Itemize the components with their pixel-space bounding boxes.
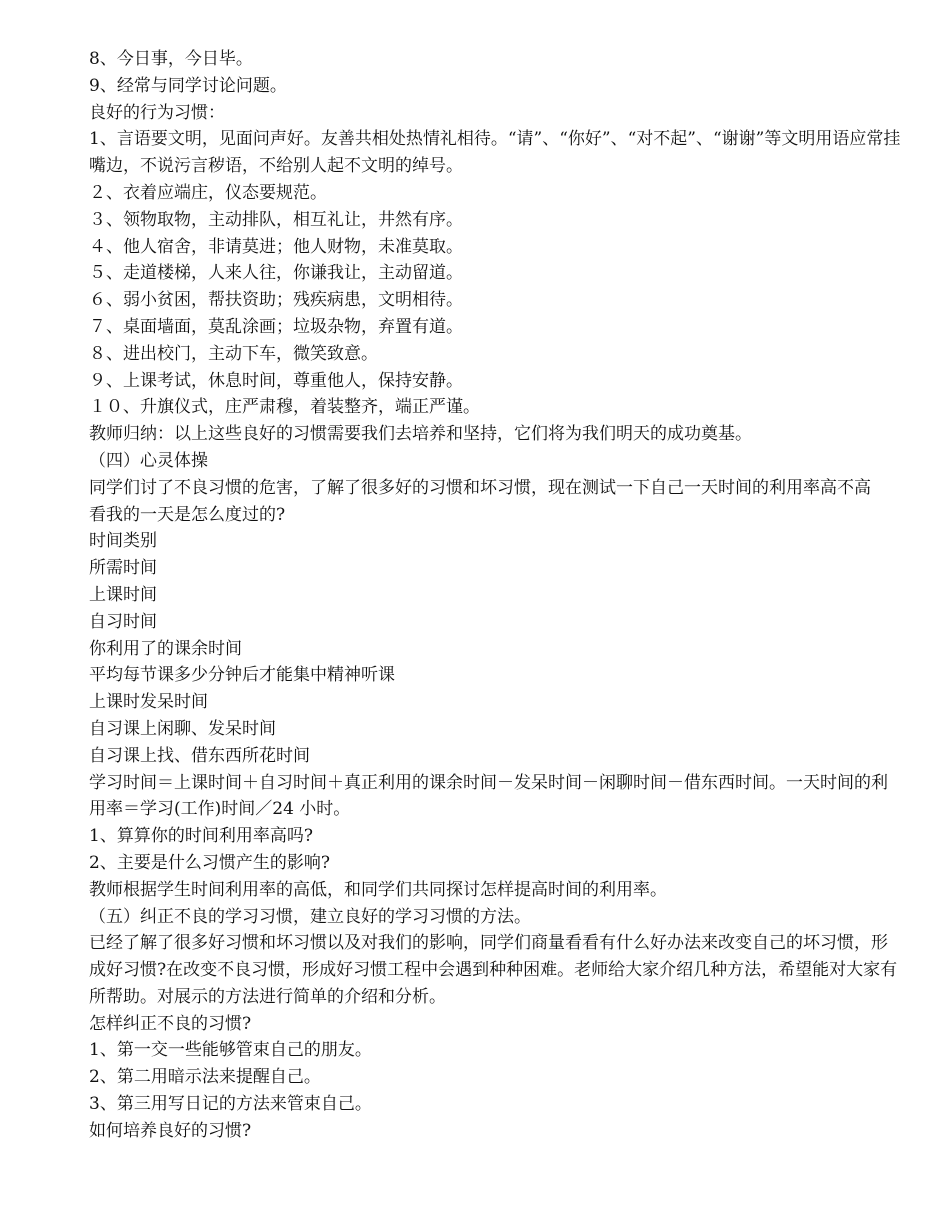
text-line: 怎样纠正不良的习惯?	[89, 1013, 252, 1034]
text-line: 自习课上找、借东西所花时间	[89, 745, 310, 766]
text-line: 你利用了的课余时间	[89, 638, 242, 659]
text-line: 9、经常与同学讨论问题。	[89, 75, 287, 96]
document-page	[89, 46, 904, 1145]
text-paragraph: 学习时间＝上课时间＋自习时间＋真正利用的课余时间－发呆时间－闲聊时间－借东西时间。一天时间的利用率＝学习(工作)时间／24 小时。	[89, 772, 888, 820]
text-line: 如何培养良好的习惯?	[89, 1120, 252, 1141]
text-line: ４、他人宿舍，非请莫进；他人财物，未准莫取。	[89, 236, 463, 257]
text-line: 看我的一天是怎么度过的?	[89, 504, 286, 525]
text-paragraph: 同学们讨了不良习惯的危害，了解了很多好的习惯和坏习惯，现在测试一下自己一天时间的利用率高不高	[89, 477, 871, 498]
text-line: 所需时间	[89, 558, 157, 579]
text-line: 良好的行为习惯：	[89, 102, 225, 123]
text-line: ６、弱小贫困，帮扶资助；残疾病患，文明相待。	[89, 290, 463, 311]
text-line: 1、算算你的时间利用率高吗?	[89, 826, 313, 847]
text-line: 教师根据学生时间利用率的高低，和同学们共同探讨怎样提高时间的利用率。	[89, 879, 667, 900]
text-line: 3、第三用写日记的方法来管束自己。	[89, 1094, 372, 1115]
text-line: （四）心灵体操	[89, 450, 208, 471]
text-line: 教师归纳：以上这些良好的习惯需要我们去培养和坚持，它们将为我们明天的成功奠基。	[89, 424, 752, 445]
text-paragraph: 1、言语要文明，见面问声好。友善共相处热情礼相待。“请”、“你好”、“对不起”、“谢谢”等文明用语应常挂嘴边，不说污言秽语，不给别人起不文明的绰号。	[89, 129, 901, 177]
text-line: 平均每节课多少分钟后才能集中精神听课	[89, 665, 395, 686]
text-line: 自习时间	[89, 611, 157, 632]
text-line: （五）纠正不良的学习习惯，建立良好的学习习惯的方法。	[89, 906, 531, 927]
text-line: 上课时间	[89, 584, 157, 605]
text-line: ７、桌面墙面，莫乱涂画；垃圾杂物，弃置有道。	[89, 316, 463, 337]
text-line: 8、今日事，今日毕。	[89, 49, 253, 69]
text-line: 上课时发呆时间	[89, 692, 208, 713]
text-line: 2、第二用暗示法来提醒自己。	[89, 1067, 321, 1088]
text-line: ３、领物取物，主动排队，相互礼让，井然有序。	[89, 209, 463, 230]
text-line: 2、主要是什么习惯产生的影响?	[89, 852, 330, 873]
text-paragraph: 已经了解了很多好习惯和坏习惯以及对我们的影响，同学们商量看看有什么好办法来改变自己的坏习惯，形成好习惯?在改变不良习惯，形成好习惯工程中会遇到种种困难。老师给大家介绍几种方法，希望能对大家有所帮助。对展示的方法进行简单的介绍和分析。	[89, 933, 898, 1007]
text-line: 时间类别	[89, 531, 157, 552]
text-line: 自习课上闲聊、发呆时间	[89, 718, 276, 739]
text-line: ８、进出校门，主动下车，微笑致意。	[89, 343, 378, 364]
text-line: ９、上课考试，休息时间，尊重他人，保持安静。	[89, 370, 463, 391]
text-line: 1、第一交一些能够管束自己的朋友。	[89, 1040, 372, 1061]
text-line: ２、衣着应端庄，仪态要规范。	[89, 182, 327, 203]
text-line: １０、升旗仪式，庄严肃穆，着装整齐，端正严谨。	[89, 397, 480, 418]
document-body	[89, 46, 904, 1145]
text-line: ５、走道楼梯，人来人往，你谦我让，主动留道。	[89, 263, 463, 284]
